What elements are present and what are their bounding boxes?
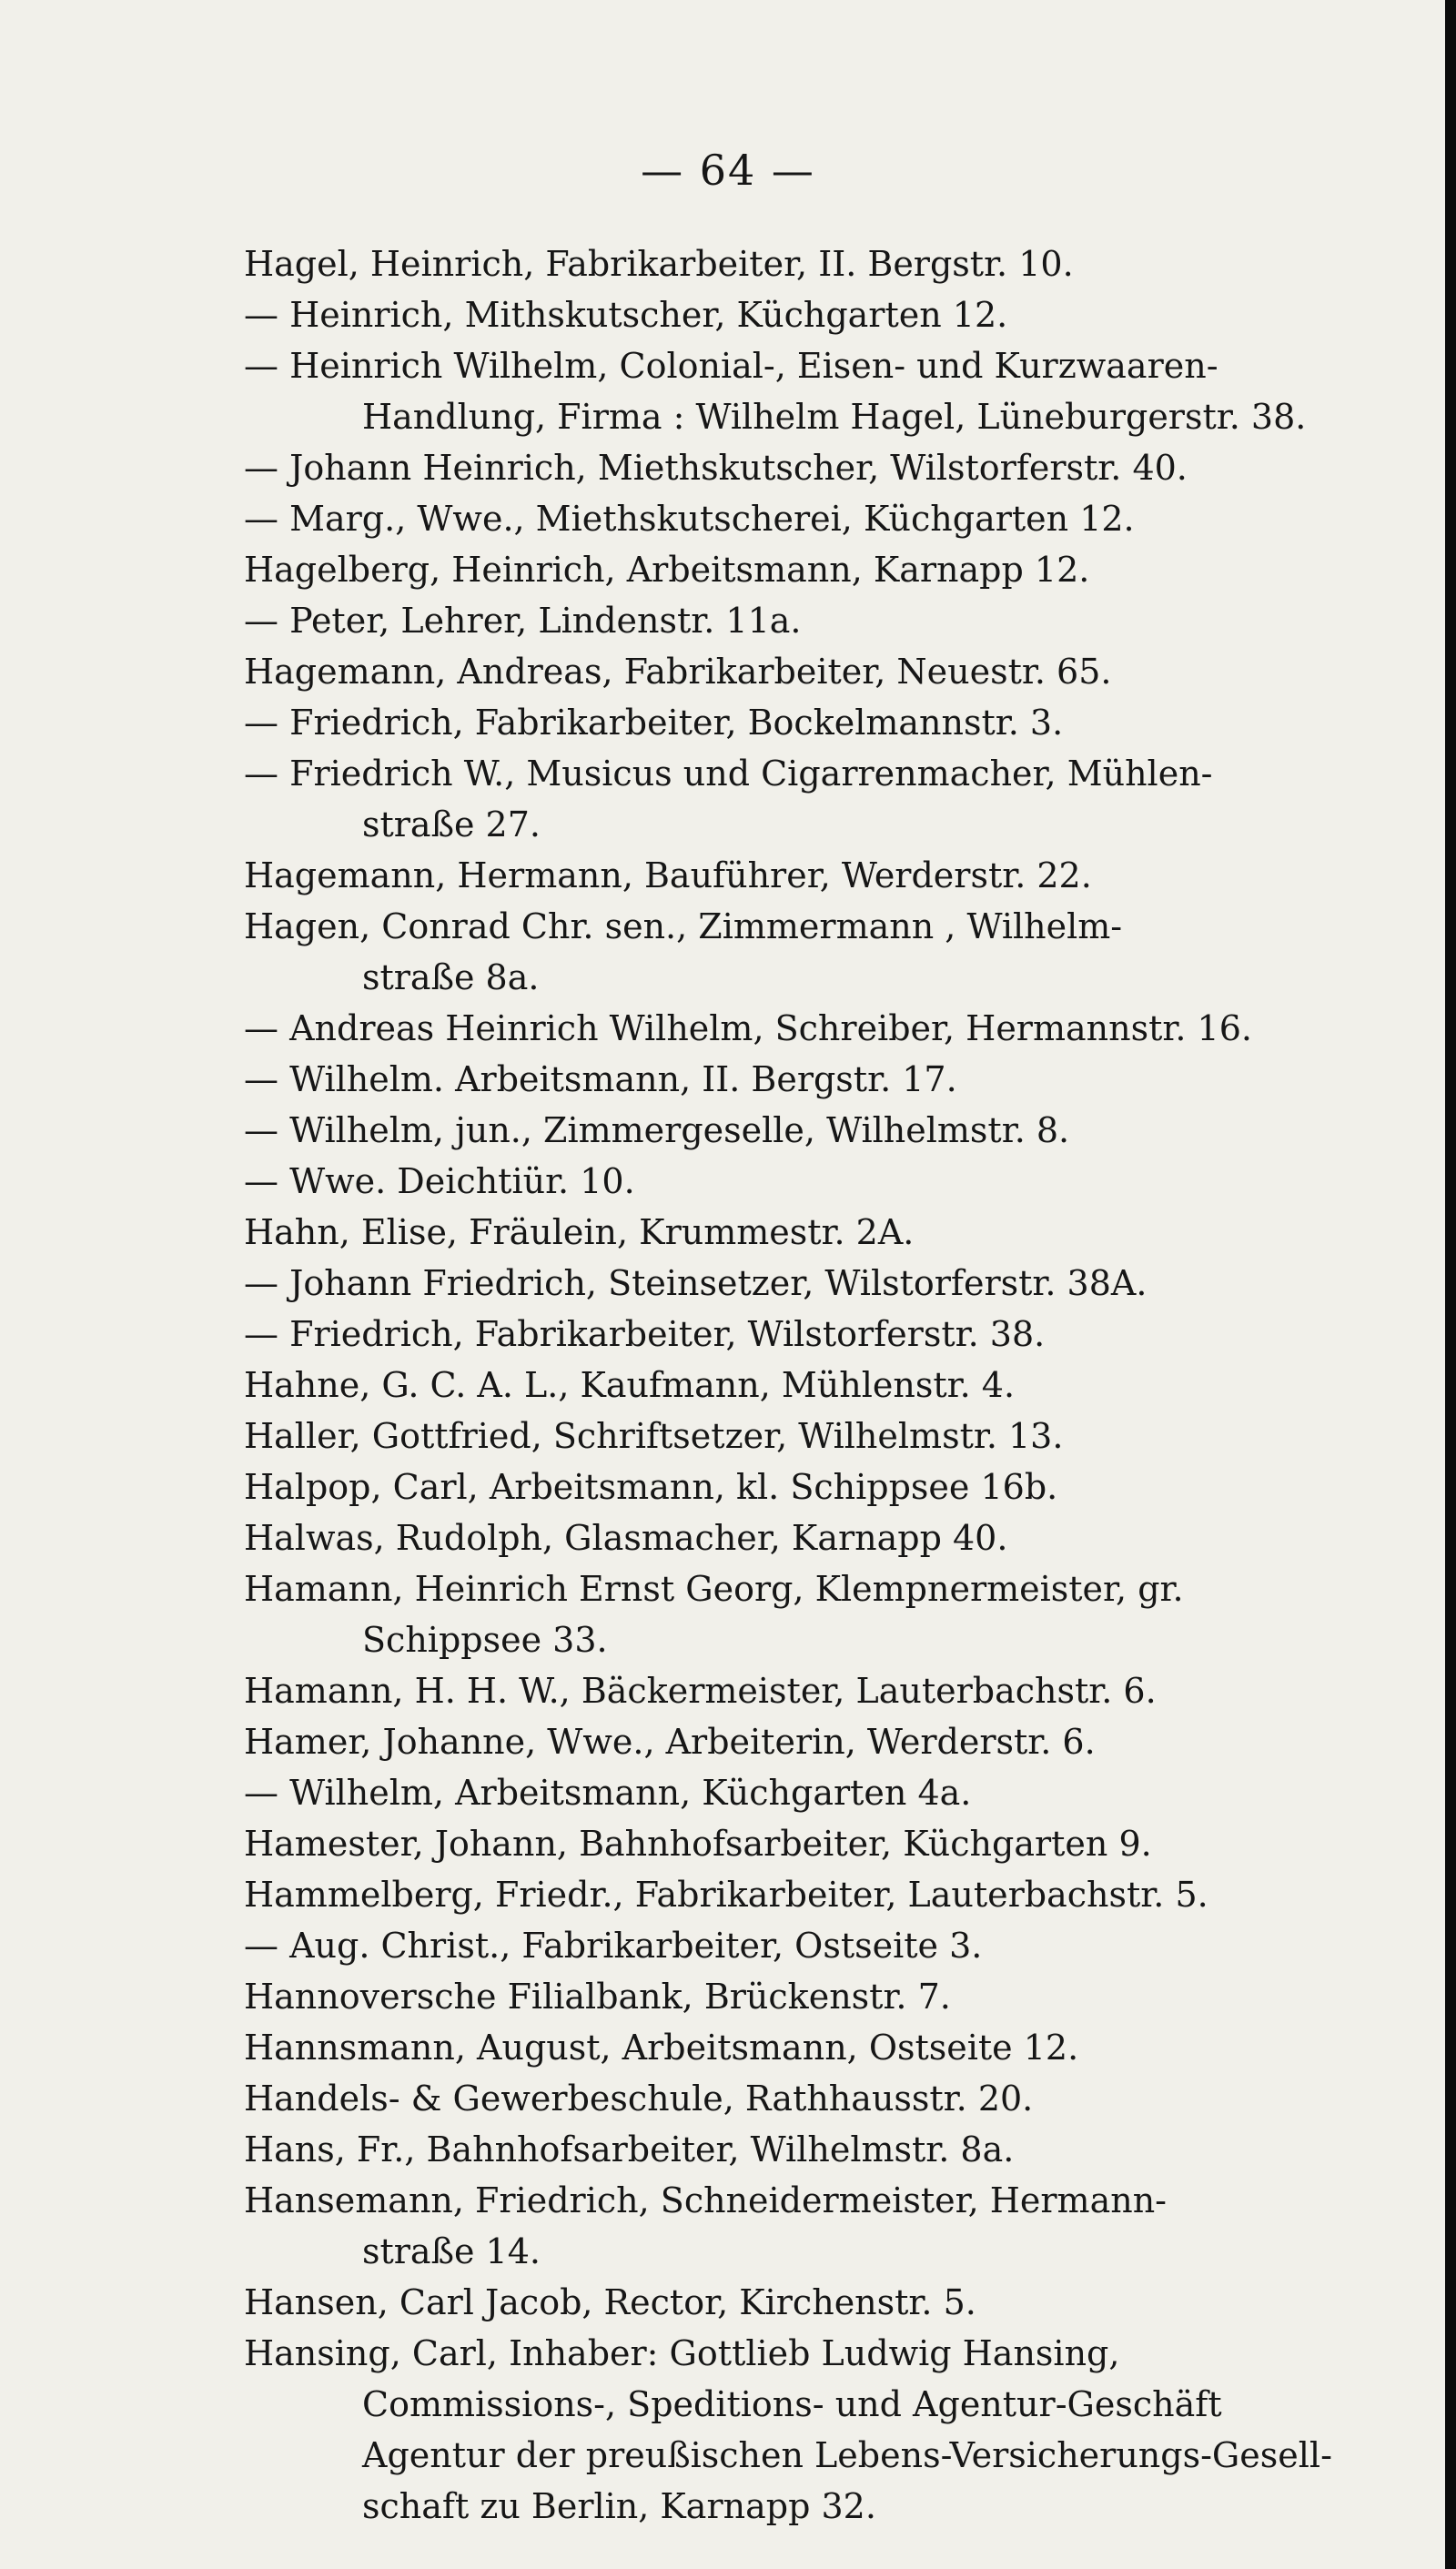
directory-entry: [244, 646, 1418, 697]
entry-line: Hamann, H. H. W., Bäckermeister, Lauterbachstr. 6.: [244, 1671, 1157, 1711]
entry-line: Handels- & Gewerbeschule, Rathhausstr. 20.: [244, 2078, 1034, 2119]
entry-line: Halwas, Rudolph, Glasmacher, Karnapp 40.: [244, 1518, 1008, 1558]
directory-entry: [244, 2328, 1418, 2532]
directory-entry: [244, 2073, 1418, 2124]
directory-entry: [244, 2175, 1418, 2277]
entry-line: Hamer, Johanne, Wwe., Arbeiterin, Werderstr. 6.: [244, 1722, 1096, 1762]
entry-line: Hannsmann, August, Arbeitsmann, Ostseite 12.: [244, 2028, 1079, 2068]
directory-entry: [244, 2022, 1418, 2073]
directory-entry: [244, 1207, 1418, 1258]
entry-line: Hagemann, Hermann, Bauführer, Werderstr. 22.: [244, 855, 1092, 895]
entry-line: — Friedrich, Fabrikarbeiter, Bockelmannstr. 3.: [244, 703, 1064, 743]
entry-line: Hamester, Johann, Bahnhofsarbeiter, Küchgarten 9.: [244, 1824, 1152, 1864]
directory-entry: [244, 1512, 1418, 1563]
directory-entry: [244, 1105, 1418, 1156]
directory-entry: [244, 697, 1418, 748]
directory-entries: [244, 238, 1418, 2532]
entry-line: Hagel, Heinrich, Fabrikarbeiter, II. Bergstr. 10.: [244, 244, 1074, 284]
entry-continuation-line: Commissions-, Speditions- und Agentur-Geschäft: [362, 2384, 1222, 2424]
directory-entry: [244, 1665, 1418, 1716]
directory-entry: [244, 238, 1418, 289]
directory-entry: [244, 595, 1418, 646]
entry-line: — Johann Friedrich, Steinsetzer, Wilstorferstr. 38A.: [244, 1263, 1148, 1303]
entry-line: — Peter, Lehrer, Lindenstr. 11a.: [244, 601, 802, 641]
directory-entry: [244, 289, 1418, 340]
entry-line: Hans, Fr., Bahnhofsarbeiter, Wilhelmstr. 8a.: [244, 2129, 1015, 2169]
directory-entry: [244, 340, 1418, 442]
entry-line: Hahne, G. C. A. L., Kaufmann, Mühlenstr. 4.: [244, 1365, 1016, 1405]
entry-line: — Heinrich, Mithskutscher, Küchgarten 12.: [244, 295, 1008, 335]
entry-continuation-line: straße 27.: [362, 804, 541, 845]
entry-continuation-line: schaft zu Berlin, Karnapp 32.: [362, 2486, 876, 2526]
entry-continuation-line: Handlung, Firma : Wilhelm Hagel, Lüneburgerstr. 38.: [362, 397, 1307, 437]
directory-entry: [244, 2277, 1418, 2328]
directory-entry: [244, 748, 1418, 850]
entry-line: — Wilhelm, Arbeitsmann, Küchgarten 4a.: [244, 1773, 972, 1813]
directory-entry: [244, 1716, 1418, 1767]
directory-entry: [244, 1156, 1418, 1207]
entry-line: — Andreas Heinrich Wilhelm, Schreiber, Hermannstr. 16.: [244, 1008, 1252, 1048]
entry-line: — Friedrich, Fabrikarbeiter, Wilstorferstr. 38.: [244, 1314, 1046, 1354]
entry-line: Hamann, Heinrich Ernst Georg, Klempnermeister, gr.: [244, 1569, 1184, 1609]
entry-line: — Aug. Christ., Fabrikarbeiter, Ostseite 3.: [244, 1926, 983, 1966]
page-edge: [1445, 0, 1456, 2569]
directory-entry: [244, 1818, 1418, 1869]
directory-entry: [244, 1054, 1418, 1105]
entry-line: Haller, Gottfried, Schriftsetzer, Wilhelmstr. 13.: [244, 1416, 1064, 1456]
directory-entry: [244, 1767, 1418, 1818]
directory-entry: [244, 1309, 1418, 1360]
directory-entry: [244, 1920, 1418, 1971]
entry-line: Hagelberg, Heinrich, Arbeitsmann, Karnapp 12.: [244, 550, 1090, 590]
directory-entry: [244, 1258, 1418, 1309]
entry-line: — Johann Heinrich, Miethskutscher, Wilstorferstr. 40.: [244, 448, 1188, 488]
directory-entry: [244, 901, 1418, 1003]
entry-continuation-line: straße 14.: [362, 2231, 541, 2271]
entry-line: Hammelberg, Friedr., Fabrikarbeiter, Lauterbachstr. 5.: [244, 1875, 1208, 1915]
directory-entry: [244, 1971, 1418, 2022]
entry-line: — Marg., Wwe., Miethskutscherei, Küchgarten 12.: [244, 499, 1135, 539]
entry-line: Hansing, Carl, Inhaber: Gottlieb Ludwig Hansing,: [244, 2333, 1120, 2373]
directory-entry: [244, 1869, 1418, 1920]
directory-entry: [244, 1360, 1418, 1411]
entry-line: Hannoversche Filialbank, Brückenstr. 7.: [244, 1977, 951, 2017]
directory-entry: [244, 544, 1418, 595]
entry-line: Hagemann, Andreas, Fabrikarbeiter, Neuestr. 65.: [244, 652, 1112, 692]
entry-continuation-line: Agentur der preußischen Lebens-Versicherungs-Gesell-: [362, 2435, 1332, 2475]
entry-line: — Wilhelm, jun., Zimmergeselle, Wilhelmstr. 8.: [244, 1110, 1070, 1150]
directory-entry: [244, 493, 1418, 544]
directory-entry: [244, 2124, 1418, 2175]
entry-line: — Heinrich Wilhelm, Colonial-, Eisen- und Kurzwaaren-: [244, 346, 1218, 386]
page-number: — 64 —: [641, 146, 815, 195]
entry-line: — Friedrich W., Musicus und Cigarrenmacher, Mühlen-: [244, 754, 1213, 794]
entry-line: Hansemann, Friedrich, Schneidermeister, Hermann-: [244, 2180, 1168, 2220]
entry-line: Halpop, Carl, Arbeitsmann, kl. Schippsee 16b.: [244, 1467, 1058, 1507]
entry-line: Hansen, Carl Jacob, Rector, Kirchenstr. 5.: [244, 2282, 976, 2322]
directory-entry: [244, 1411, 1418, 1461]
entry-continuation-line: straße 8a.: [362, 957, 540, 997]
directory-entry: [244, 442, 1418, 493]
entry-line: — Wilhelm. Arbeitsmann, II. Bergstr. 17.: [244, 1059, 957, 1099]
entry-line: Hagen, Conrad Chr. sen., Zimmermann , Wilhelm-: [244, 906, 1123, 946]
entry-line: Hahn, Elise, Fräulein, Krummestr. 2A.: [244, 1212, 915, 1252]
directory-entry: [244, 1563, 1418, 1665]
directory-entry: [244, 1003, 1418, 1054]
entry-line: — Wwe. Deichtiür. 10.: [244, 1161, 635, 1201]
entry-continuation-line: Schippsee 33.: [362, 1620, 608, 1660]
directory-entry: [244, 1461, 1418, 1512]
directory-entry: [244, 850, 1418, 901]
